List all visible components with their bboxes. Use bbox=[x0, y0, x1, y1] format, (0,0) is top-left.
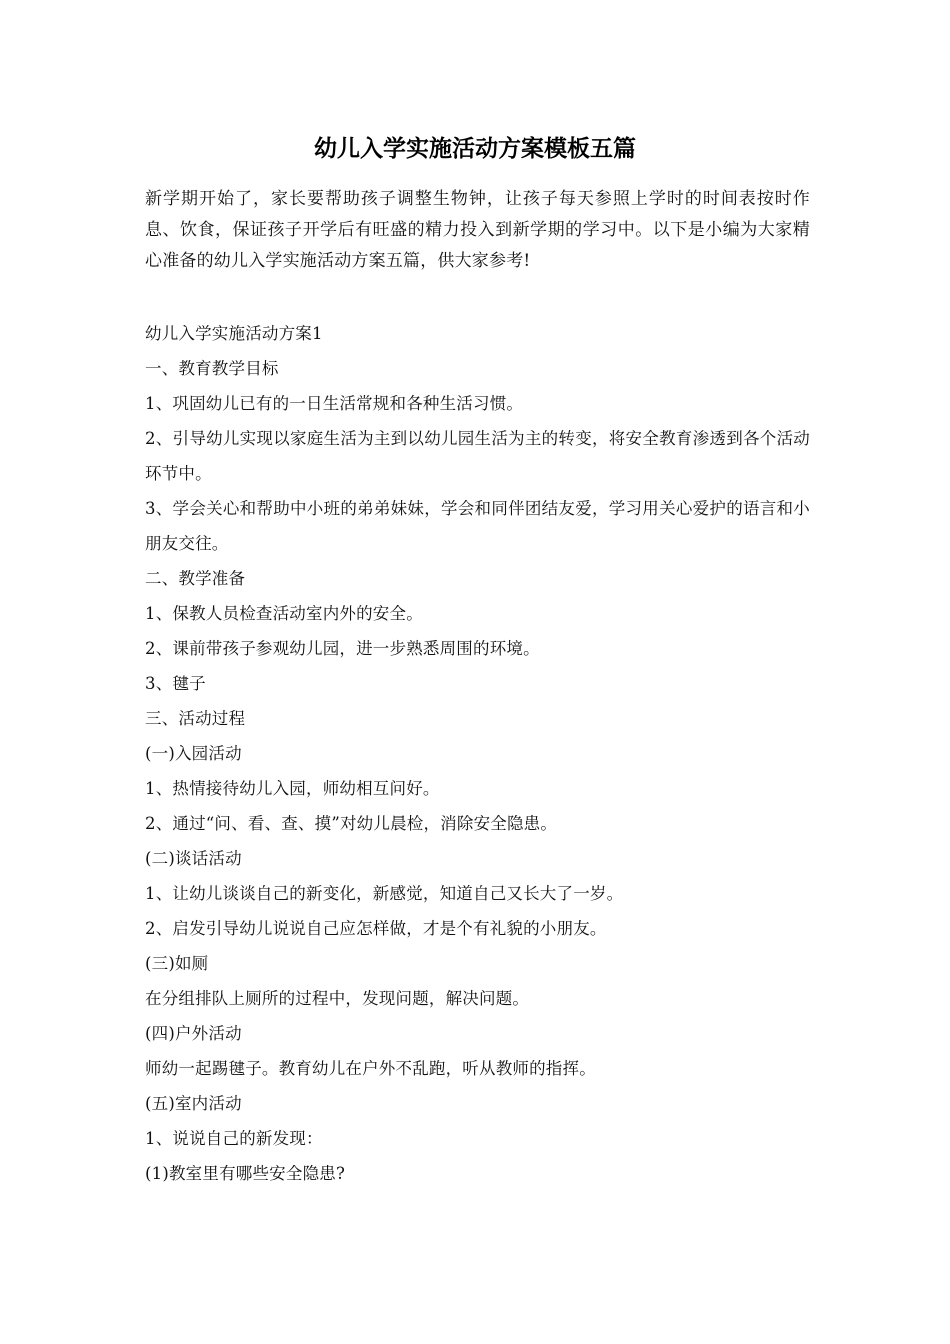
body-text: 师幼一起踢毽子。教育幼儿在户外不乱跑，听从教师的指挥。 bbox=[145, 1059, 596, 1078]
activity-heading: (三)如厕 bbox=[145, 954, 209, 973]
list-item: 2、启发引导幼儿说说自己应怎样做，才是个有礼貌的小朋友。 bbox=[145, 919, 607, 938]
body-text: 在分组排队上厕所的过程中，发现问题，解决问题。 bbox=[145, 989, 530, 1008]
list-item: 1、热情接待幼儿入园，师幼相互问好。 bbox=[145, 779, 440, 798]
activity-heading: (二)谈话活动 bbox=[145, 849, 242, 868]
list-item: 2、课前带孩子参观幼儿园，进一步熟悉周围的环境。 bbox=[145, 639, 540, 658]
list-item: 3、毽子 bbox=[145, 674, 206, 693]
list-item: (1)教室里有哪些安全隐患? bbox=[145, 1164, 346, 1183]
plan-section bbox=[145, 316, 810, 1191]
list-item: 2、引导幼儿实现以家庭生活为主到以幼儿园生活为主的转变，将安全教育渗透到各个活动环节中。 bbox=[145, 429, 810, 483]
activity-heading: (一)入园活动 bbox=[145, 744, 242, 763]
list-item: 1、保教人员检查活动室内外的安全。 bbox=[145, 604, 423, 623]
activity-heading: (四)户外活动 bbox=[145, 1024, 242, 1043]
activity-heading: (五)室内活动 bbox=[145, 1094, 242, 1113]
list-item: 1、让幼儿谈谈自己的新变化，新感觉，知道自己又长大了一岁。 bbox=[145, 884, 624, 903]
intro-paragraph: 新学期开始了，家长要帮助孩子调整生物钟，让孩子每天参照上学时的时间表按时作息、饮食，保证孩子开学后有旺盛的精力投入到新学期的学习中。以下是小编为大家精心准备的幼儿入学实施活动方案五篇，供大家参考! bbox=[145, 189, 810, 271]
list-item: 1、说说自己的新发现： bbox=[145, 1129, 323, 1148]
subsection-heading: 三、活动过程 bbox=[145, 709, 246, 728]
document-title: 幼儿入学实施活动方案模板五篇 bbox=[314, 135, 636, 162]
section-heading: 幼儿入学实施活动方案1 bbox=[145, 324, 323, 343]
list-item: 2、通过“问、看、查、摸”对幼儿晨检，消除安全隐患。 bbox=[145, 814, 558, 833]
list-item: 1、巩固幼儿已有的一日生活常规和各种生活习惯。 bbox=[145, 394, 524, 413]
document-body bbox=[145, 184, 810, 1191]
list-item: 3、学会关心和帮助中小班的弟弟妹妹，学会和同伴团结友爱，学习用关心爱护的语言和小朋友交往。 bbox=[145, 499, 810, 553]
subsection-heading: 一、教育教学目标 bbox=[145, 359, 279, 378]
subsection-heading: 二、教学准备 bbox=[145, 569, 246, 588]
